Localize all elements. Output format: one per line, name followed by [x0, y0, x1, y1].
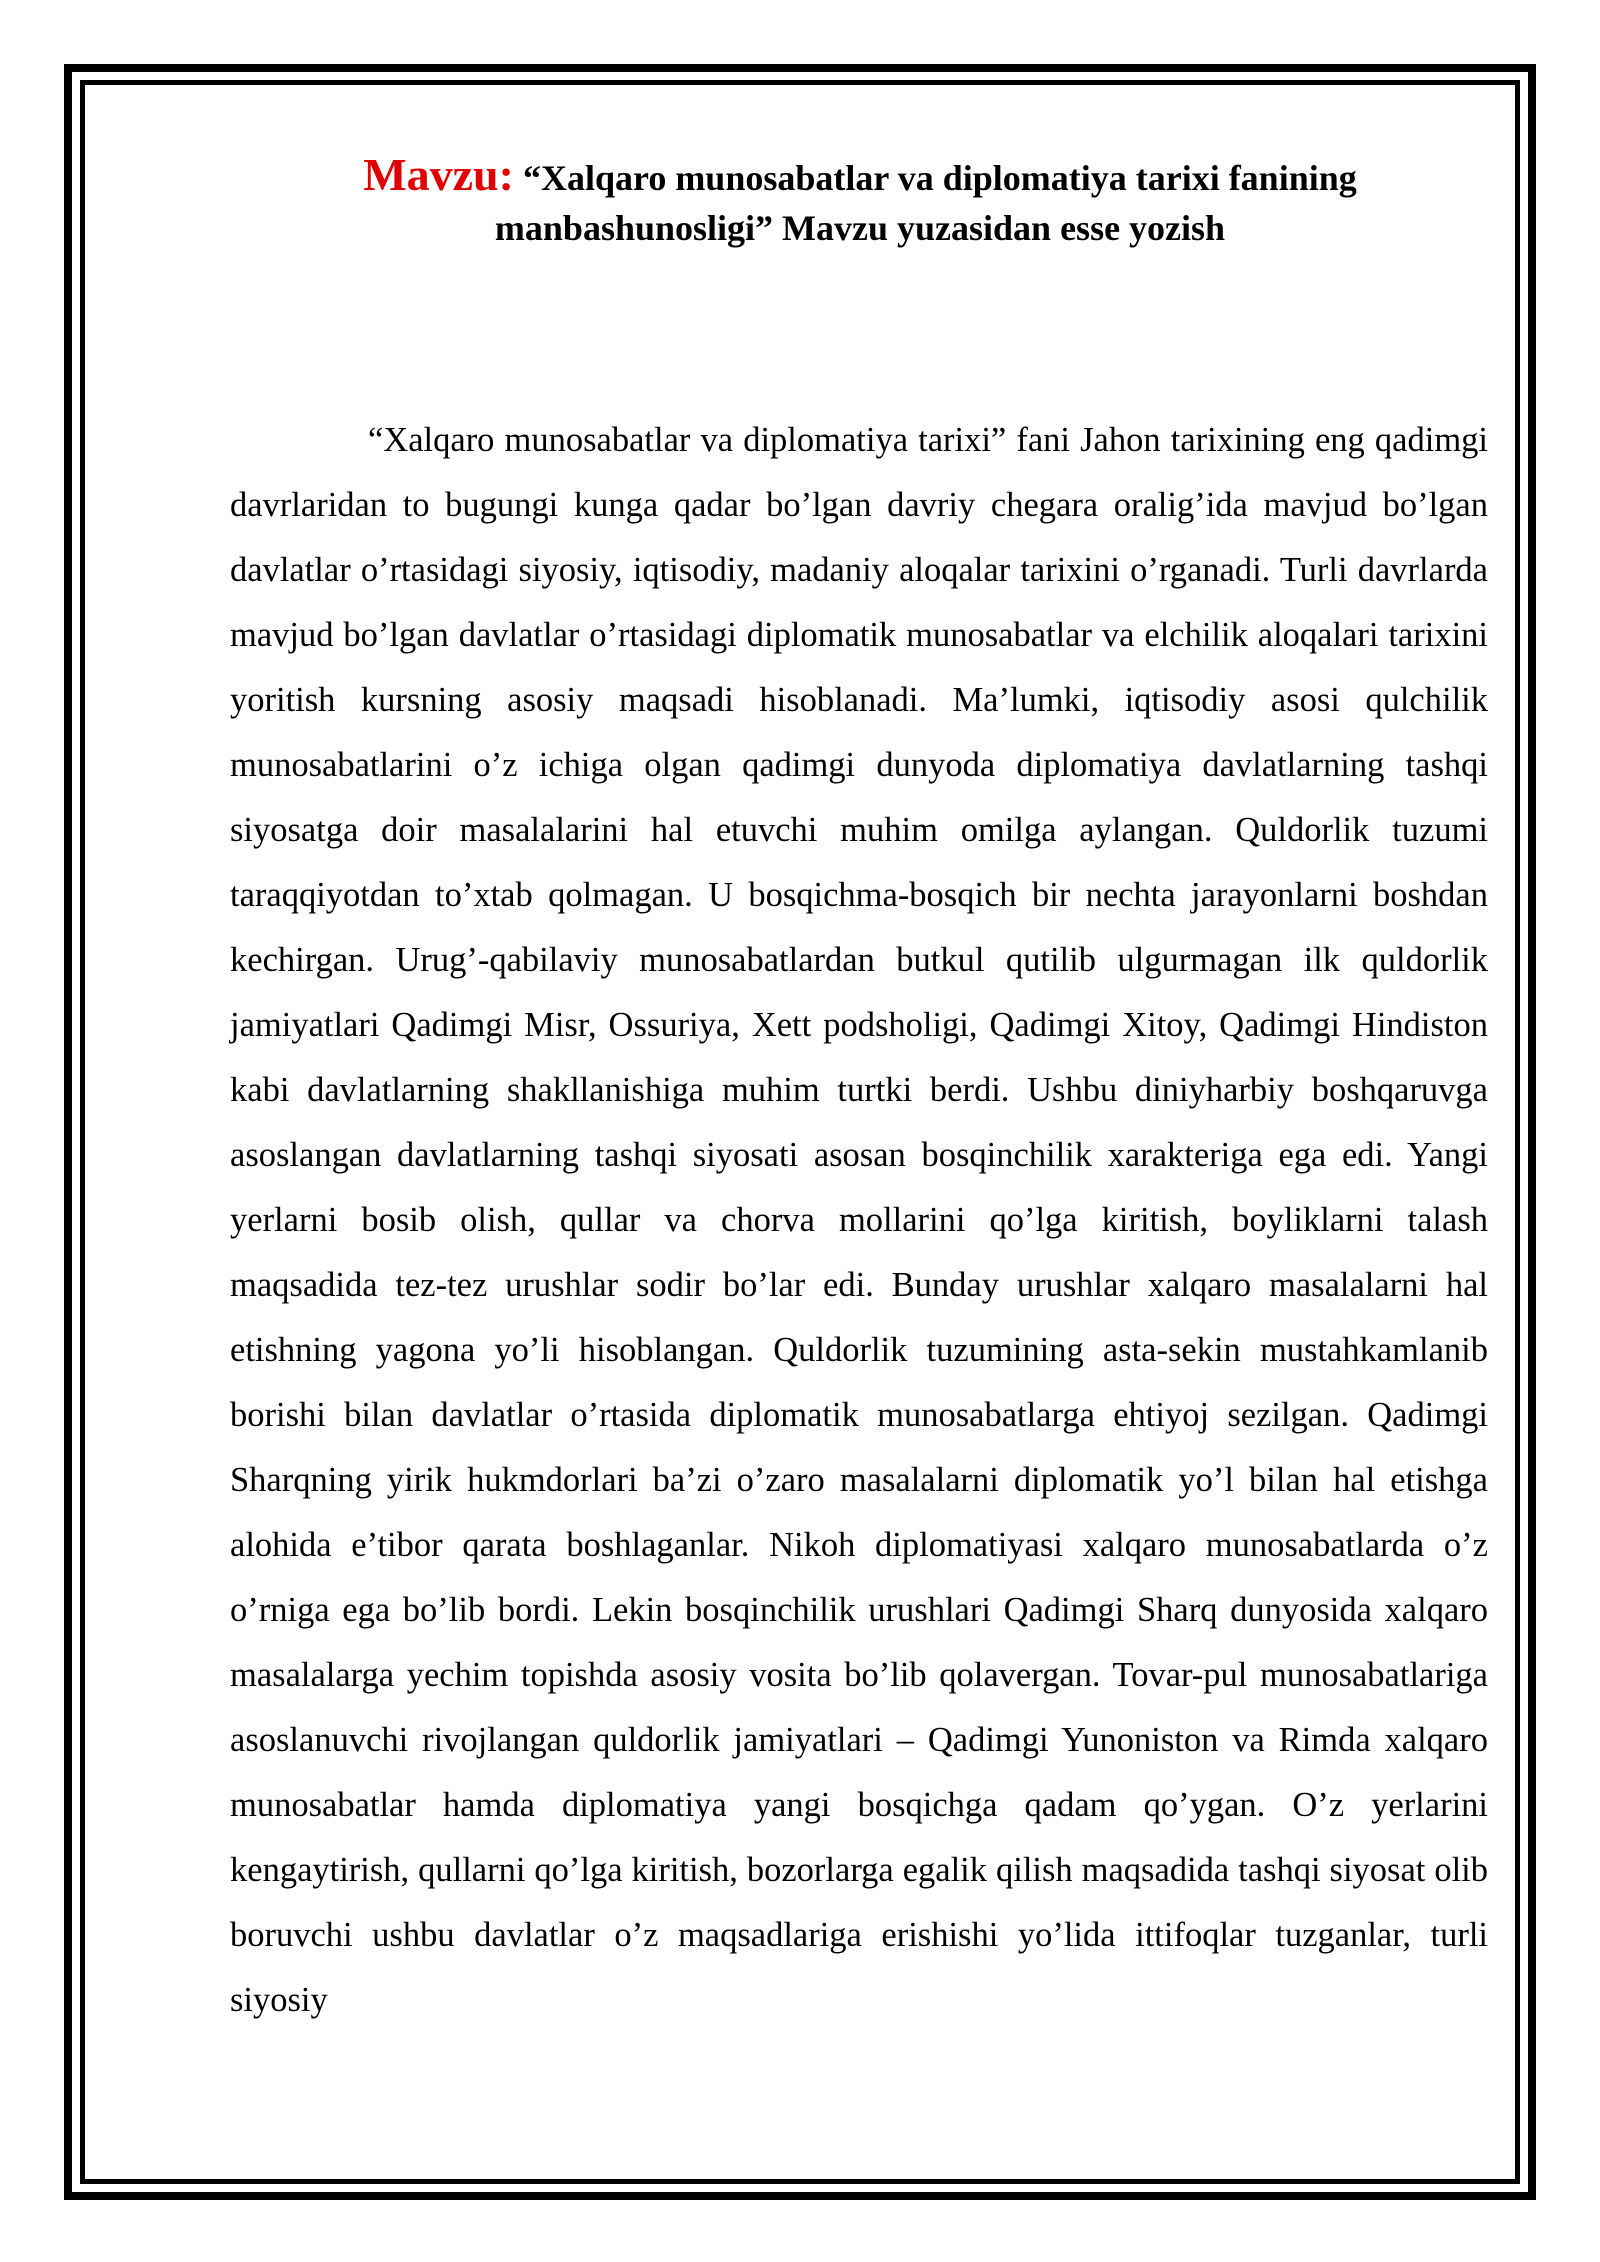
title-line-1	[230, 150, 1490, 203]
title-label: Mavzu:	[363, 149, 514, 200]
title-line-2: manbashunosligi” Mavzu yuzasidan esse yozish	[494, 208, 1226, 248]
title-text-1: “Xalqaro munosabatlar va diplomatiya tarixi fanining	[513, 158, 1357, 198]
essay-paragraph: “Xalqaro munosabatlar va diplomatiya tarixi” fani Jahon tarixining eng qadimgi davrlaridan to bugungi kunga qadar bo’lgan davriy chegara oralig’ida mavjud bo’lgan davlatlar o’rtasidagi siyosiy, iqtisodiy, madaniy aloqalar tarixini o’rganadi. Turli davrlarda mavjud bo’lgan davlatlar o’rtasidagi diplomatik munosabatlar va elchilik aloqalari tarixini yoritish kursning asosiy maqsadi hisoblanadi. Ma’lumki, iqtisodiy asosi qulchilik munosabatlarini o’z ichiga olgan qadimgi dunyoda diplomatiya davlatlarning tashqi siyosatga doir masalalarini hal etuvchi muhim omilga aylangan. Quldorlik tuzumi taraqqiyotdan to’xtab qolmagan. U bosqichma-bosqich bir nechta jarayonlarni boshdan kechirgan. Urug’-qabilaviy munosabatlardan butkul qutilib ulgurmagan ilk quldorlik jamiyatlari Qadimgi Misr, Ossuriya, Xett podsholigi, Qadimgi Xitoy, Qadimgi Hindiston kabi davlatlarning shakllanishiga muhim turtki berdi. Ushbu diniyharbiy boshqaruvga asoslangan davlatlarning tashqi siyosati asosan bosqinchilik xarakteriga ega edi. Yangi yerlarni bosib olish, qullar va chorva mollarini qo’lga kiritish, boyliklarni talash maqsadida tez-tez urushlar sodir bo’lar edi. Bunday urushlar xalqaro masalalarni hal etishning yagona yo’li hisoblangan. Quldorlik tuzumining asta-sekin mustahkamlanib borishi bilan davlatlar o’rtasida diplomatik munosabatlarga ehtiyoj sezilgan. Qadimgi Sharqning yirik hukmdorlari ba’zi o’zaro masalalarni diplomatik yo’l bilan hal etishga alohida e’tibor qarata boshlaganlar. Nikoh diplomatiyasi xalqaro munosabatlarda o’z o’rniga ega bo’lib bordi. Lekin bosqinchilik urushlari Qadimgi Sharq dunyosida xalqaro masalalarga yechim topishda asosiy vosita bo’lib qolavergan. Tovar-pul munosabatlariga asoslanuvchi rivojlangan quldorlik jamiyatlari – Qadimgi Yunoniston va Rimda xalqaro munosabatlar hamda diplomatiya yangi bosqichga qadam qo’ygan. O’z yerlarini kengaytirish, qullarni qo’lga kiritish, bozorlarga egalik qilish maqsadida tashqi siyosat olib boruvchi ushbu davlatlar o’z maqsadlariga erishishi yo’lida ittifoqlar tuzganlar, turli siyosiy	[230, 421, 1488, 2019]
document-title	[230, 150, 1490, 253]
